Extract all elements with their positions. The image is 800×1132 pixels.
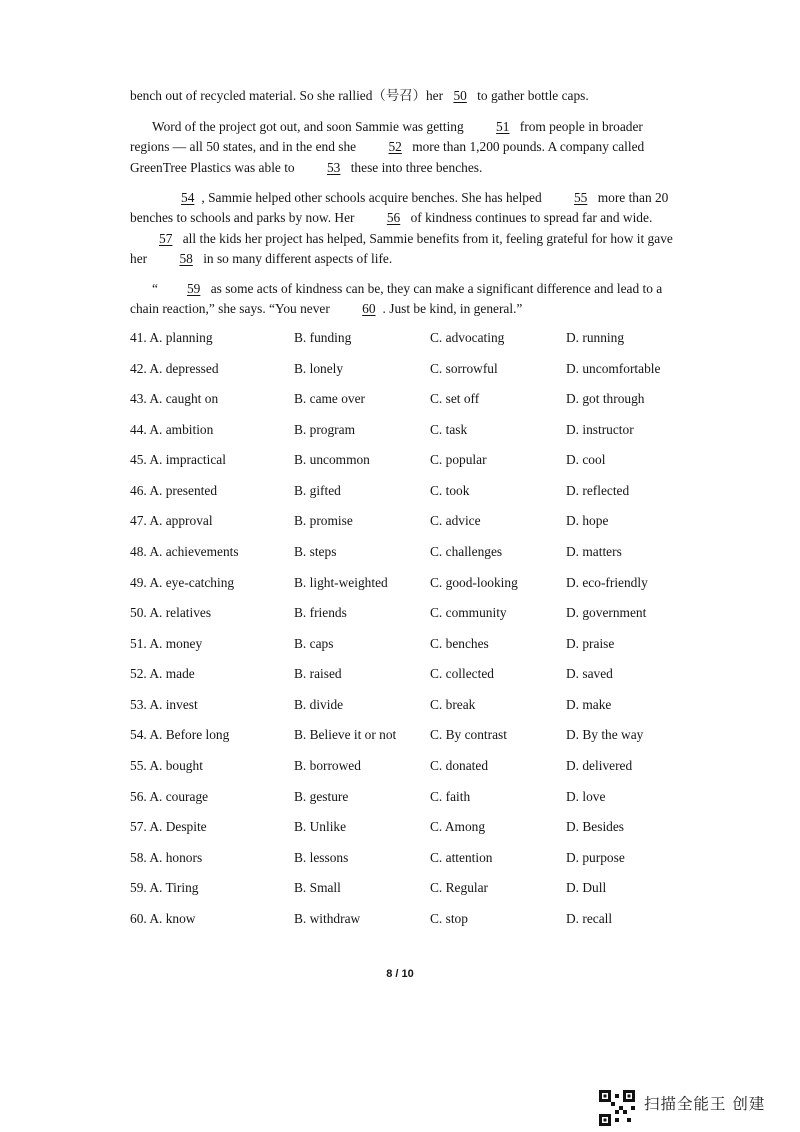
- option-row-54: 54. A. Before long B. Believe it or not C. By contrast D. By the way: [130, 727, 644, 742]
- option-row-56: 56. A. courage B. gesture C. faith D. love: [130, 789, 606, 804]
- option-row-60: 60. A. know B. withdraw C. stop D. recall: [130, 911, 613, 926]
- option-row-45: 45. A. impractical B. uncommon C. popular D. cool: [130, 452, 606, 467]
- passage-paragraph-1: bench out of recycled material. So she rallied（号召）her 50 to gather bottle caps.: [130, 86, 675, 106]
- option-row-57: 57. A. Despite B. Unlike C. Among D. Besides: [130, 819, 625, 834]
- qr-code-icon: [599, 1090, 635, 1126]
- option-row-50: 50. A. relatives B. friends C. community D. government: [130, 605, 647, 620]
- passage-paragraph-2: Word of the project got out, and soon Sammie was getting 51 from people in broader regions — all 50 states, and in the end she 52 more than 1,200 pounds. A company called GreenTree Plastics was able to 53 these into three benches.: [130, 117, 675, 178]
- option-row-42: 42. A. depressed B. lonely C. sorrowful D. uncomfortable: [130, 361, 661, 376]
- option-row-58: 58. A. honors B. lessons C. attention D. purpose: [130, 850, 625, 865]
- blank-53: 53: [326, 159, 341, 175]
- blank-56: 56: [386, 210, 401, 226]
- option-row-59: 59. A. Tiring B. Small C. Regular D. Dull: [130, 880, 607, 895]
- passage-paragraph-4: “ 59 as some acts of kindness can be, they can make a significant difference and lead to a chain reaction,” she says. “You never 60 . Just be kind, in general.”: [130, 279, 675, 320]
- option-row-43: 43. A. caught on B. came over C. set off D. got through: [130, 391, 645, 406]
- passage-paragraph-3: 54 , Sammie helped other schools acquire benches. She has helped 55 more than 20 benches to schools and parks by now. Her 56 of kindness continues to spread far and wide. 57 all the kids her project has helped, Sammie benefits from it, feeling grateful for how it gave her 58 in so many different aspects of life.: [130, 188, 675, 269]
- page-number: 8 / 10: [386, 968, 414, 980]
- blank-50: 50: [453, 88, 467, 103]
- option-row-51: 51. A. money B. caps C. benches D. praise: [130, 636, 615, 651]
- option-row-52: 52. A. made B. raised C. collected D. saved: [130, 666, 613, 681]
- blank-57: 57: [159, 230, 173, 246]
- blank-58: 58: [179, 250, 193, 266]
- option-row-55: 55. A. bought B. borrowed C. donated D. delivered: [130, 758, 633, 773]
- blank-55: 55: [573, 190, 588, 205]
- option-row-47: 47. A. approval B. promise C. advice D. hope: [130, 513, 609, 528]
- blank-52: 52: [388, 139, 402, 155]
- blank-60: 60: [362, 301, 376, 317]
- blank-59: 59: [186, 281, 201, 296]
- blank-51: 51: [496, 119, 510, 134]
- option-row-41: 41. A. planning B. funding C. advocating D. running: [130, 330, 625, 345]
- option-row-49: 49. A. eye-catching B. light-weighted C. good-looking D. eco-friendly: [130, 575, 648, 590]
- option-row-44: 44. A. ambition B. program C. task D. instructor: [130, 422, 634, 437]
- option-row-46: 46. A. presented B. gifted C. took D. reflected: [130, 483, 630, 498]
- scanner-watermark: 扫描全能王 创建: [644, 1095, 766, 1113]
- blank-54: 54: [181, 190, 195, 205]
- option-row-48: 48. A. achievements B. steps C. challenges D. matters: [130, 544, 622, 559]
- option-row-53: 53. A. invest B. divide C. break D. make: [130, 697, 612, 712]
